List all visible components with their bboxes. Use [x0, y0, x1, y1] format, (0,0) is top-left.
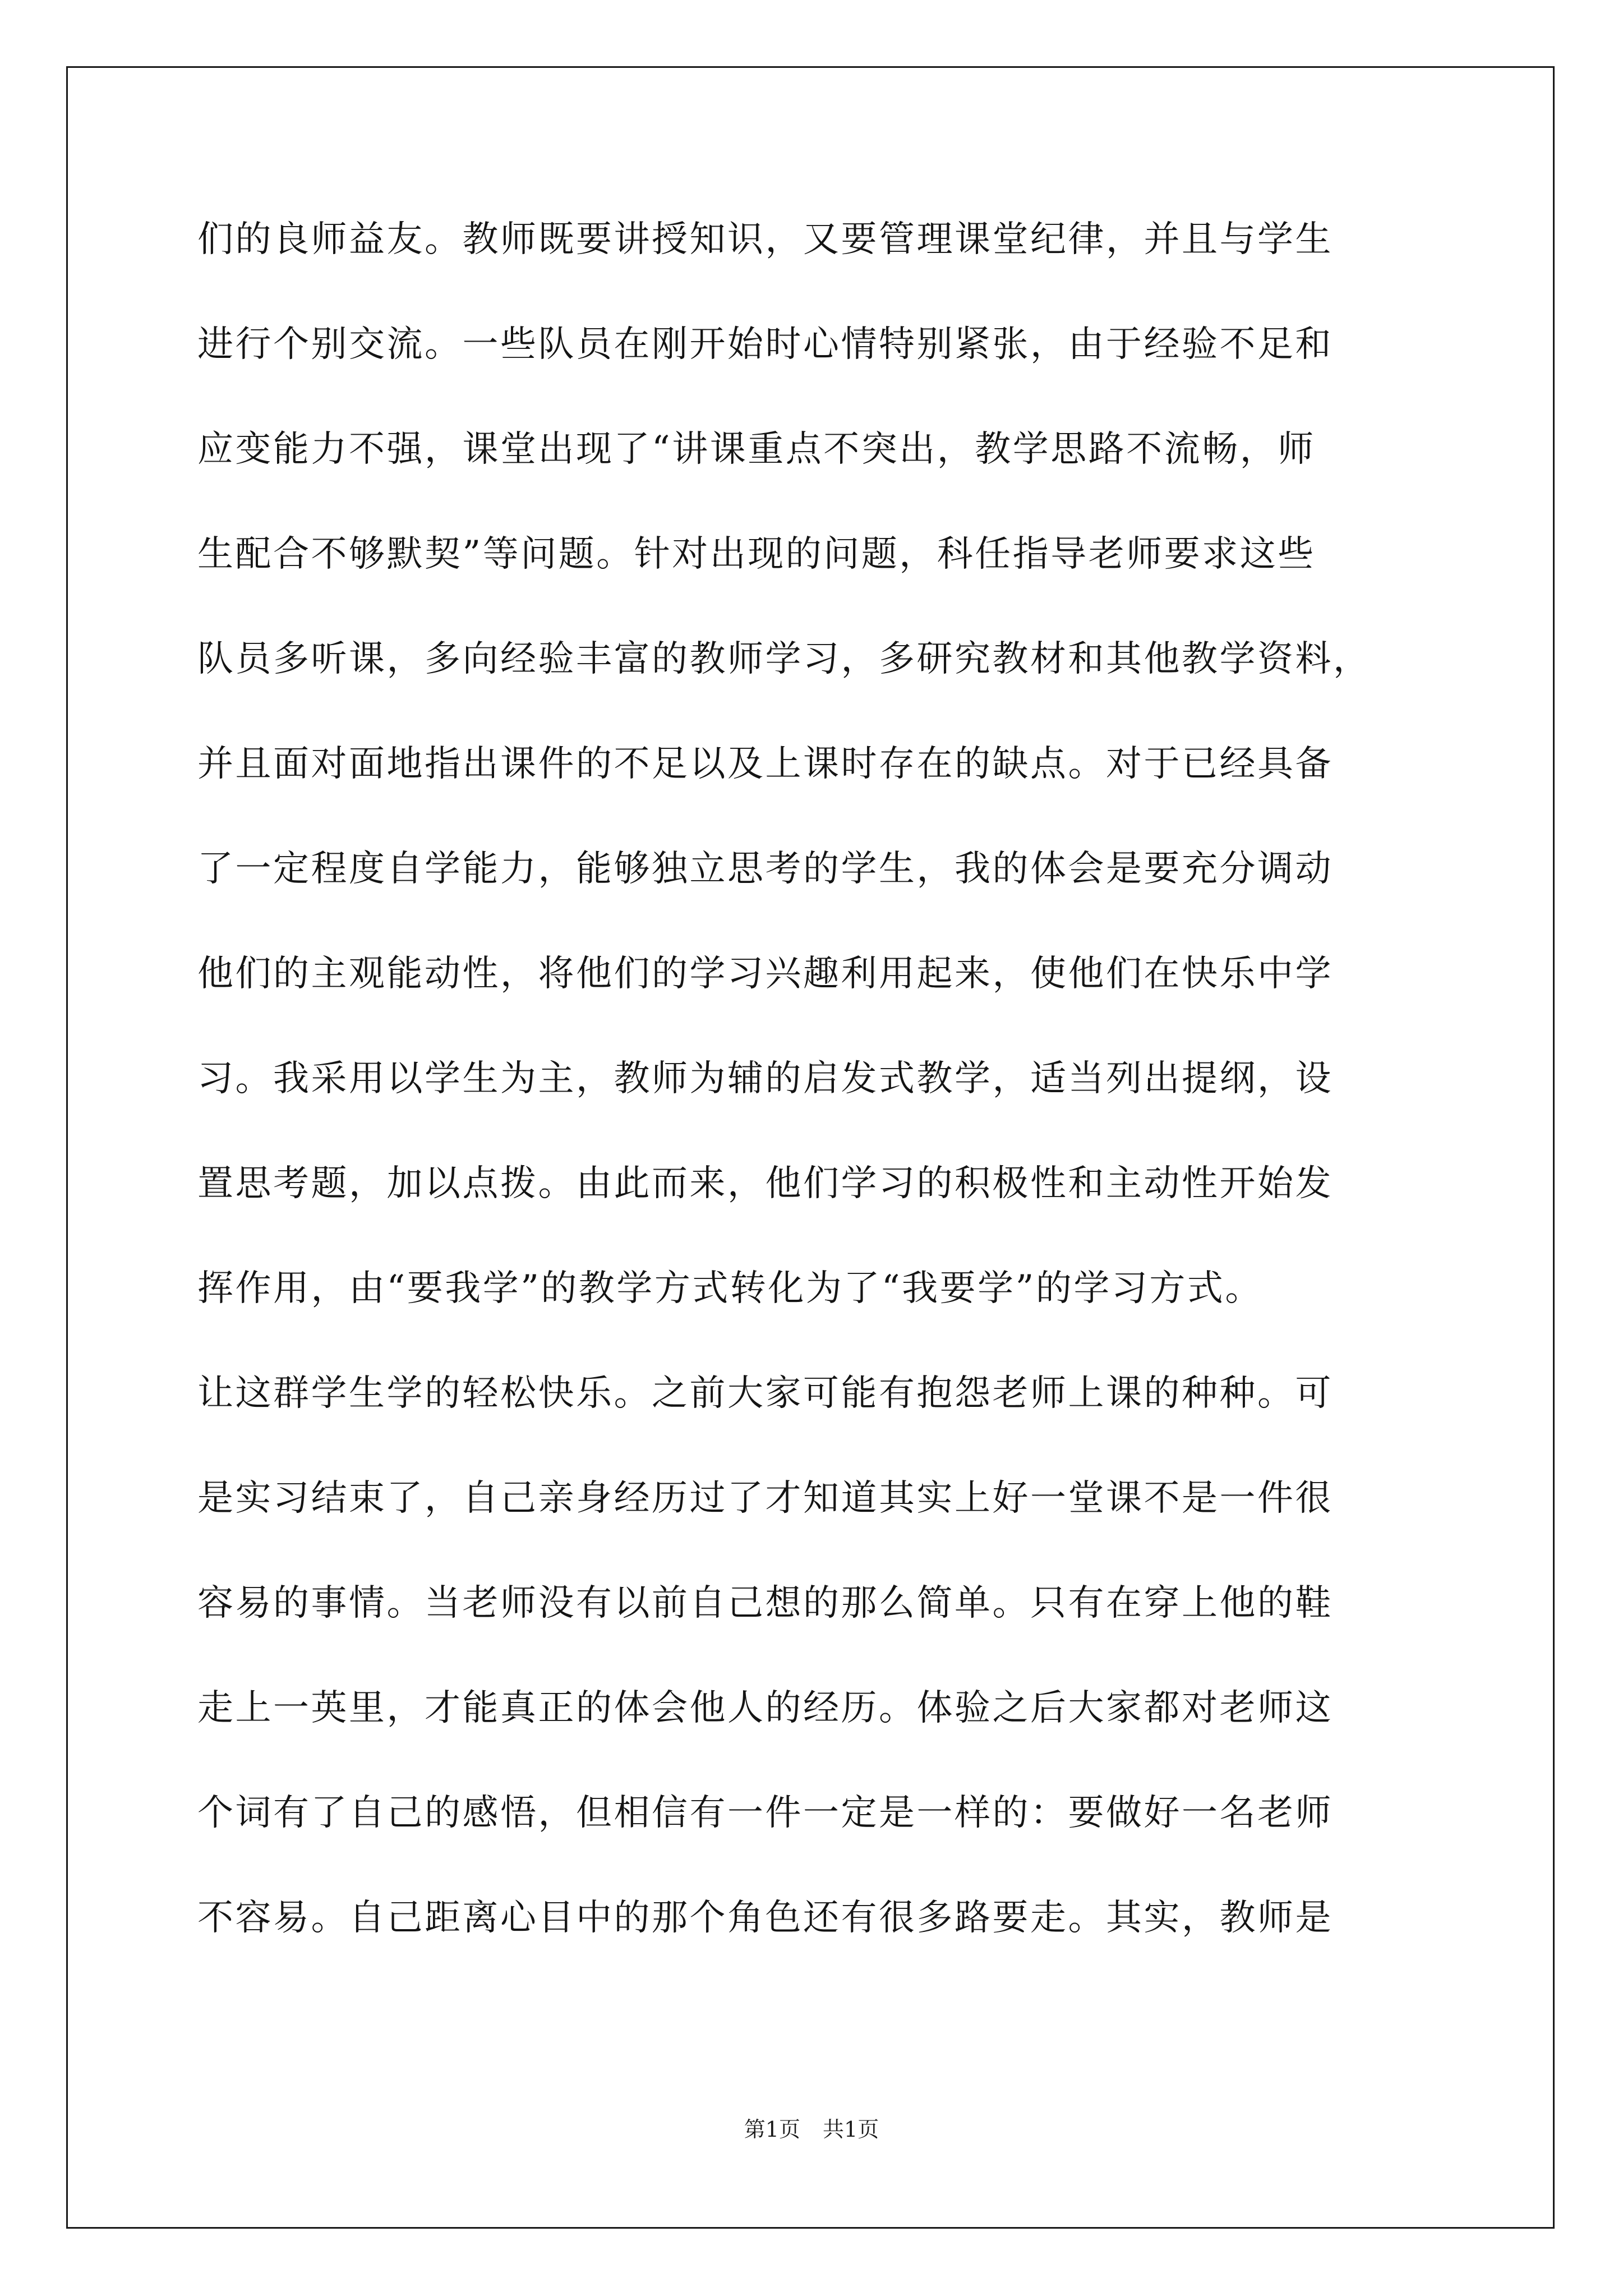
text-line: 习。我采用以学生为主，教师为辅的启发式教学，适当列出提纲，设 [197, 1058, 1333, 1099]
text-line: 并且面对面地指出课件的不足以及上课时存在的缺点。对于已经具备 [197, 743, 1333, 785]
page-footer [0, 2112, 1623, 2143]
text-line: 不容易。自己距离心目中的那个角色还有很多路要走。其实，教师是 [197, 1897, 1333, 1939]
text-line: 他们的主观能动性，将他们的学习兴趣利用起来，使他们在快乐中学 [197, 953, 1333, 995]
text-line: 个词有了自己的感悟，但相信有一件一定是一样的：要做好一名老师 [197, 1792, 1333, 1834]
text-line: 们的良师益友。教师既要讲授知识，又要管理课堂纪律，并且与学生 [197, 219, 1333, 260]
text-line: 走上一英里，才能真正的体会他人的经历。体验之后大家都对老师这 [197, 1687, 1333, 1729]
text-line: 挥作用，由“要我学”的教学方式转化为了“我要学”的学习方式。 [197, 1268, 1263, 1309]
text-line: 了一定程度自学能力，能够独立思考的学生，我的体会是要充分调动 [197, 848, 1333, 890]
text-line: 应变能力不强，课堂出现了“讲课重点不突出，教学思路不流畅，师 [197, 429, 1316, 470]
body-text [197, 217, 1431, 2000]
text-line: 置思考题，加以点拨。由此而来，他们学习的积极性和主动性开始发 [197, 1163, 1333, 1204]
text-line: 进行个别交流。一些队员在刚开始时心情特别紧张，由于经验不足和 [197, 324, 1333, 365]
text-line: 是实习结束了，自己亲身经历过了才知道其实上好一堂课不是一件很 [197, 1478, 1333, 1519]
text-line: 生配合不够默契”等问题。针对出现的问题，科任指导老师要求这些 [197, 533, 1316, 575]
text-line: 容易的事情。当老师没有以前自己想的那么简单。只有在穿上他的鞋 [197, 1582, 1333, 1624]
page-total: 共1页 [823, 2117, 879, 2142]
text-line: 让这群学生学的轻松快乐。之前大家可能有抱怨老师上课的种种。可 [197, 1373, 1333, 1414]
text-line: 队员多听课，多向经验丰富的教师学习，多研究教材和其他教学资料， [197, 638, 1371, 680]
page-number: 第1页 [744, 2117, 800, 2142]
